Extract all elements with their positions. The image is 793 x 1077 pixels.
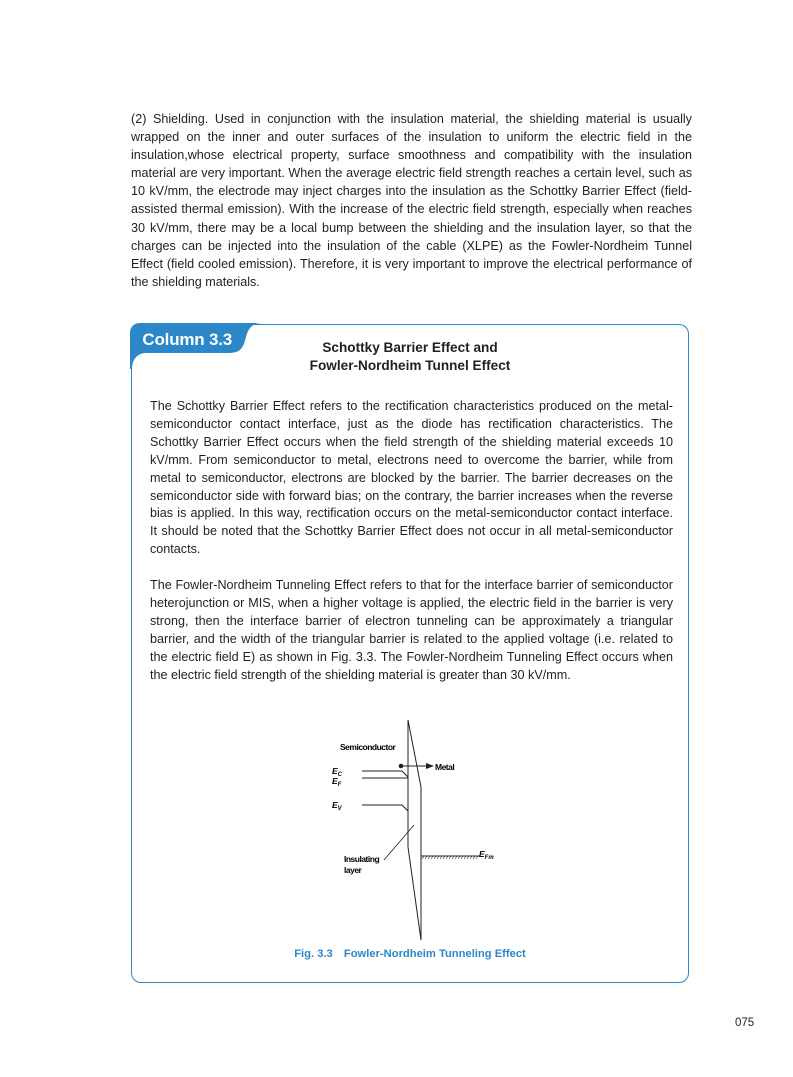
column-badge-label: Column 3.3 [142,330,233,350]
figure-caption-text: Fowler-Nordheim Tunneling Effect [343,948,526,960]
shielding-paragraph [131,110,692,291]
figure-caption-number: Fig. 3.3 [294,948,333,960]
label-ef: $E_F$ [332,776,342,788]
band-diagram [322,715,522,940]
band-diagram-figure [322,715,522,940]
schottky-paragraph: The Schottky Barrier Effect refers to the rectification characteristics produced on the metal-semiconductor contact interface, just as the diode has rectification characteristics. The Schottky Barrier Effect occurs when the field strength of the shielding material exceeds 10 kV/mm. From semiconductor to metal, electrons need to overcome the barrier, while from metal to semiconductor, electrons are blocked by the barrier. The barrier decreases on the semiconductor side with forward bias; on the contrary, the barrier increases when the reverse bias is applied. In this way, rectification occurs on the metal-semiconductor contact interface. It should be noted that the Schottky Barrier Effect does not occur in all metal-semiconductor contacts. [150,399,673,557]
column-title-line1: Schottky Barrier Effect and [322,340,498,355]
figure-caption [132,948,688,960]
column-box [131,324,689,983]
label-ev: $E_V$ [332,800,342,812]
page-number: 075 [735,1017,755,1029]
shielding-lead: (2) Shielding. [131,112,209,126]
label-ec: $E_C$ [332,766,343,778]
label-metal: Metal [435,762,455,772]
label-efm: $E_{Fm}$ [479,849,494,861]
column-title-line2: Fowler-Nordheim Tunnel Effect [309,357,511,373]
fowler-nordheim-paragraph: The Fowler-Nordheim Tunneling Effect refers to that for the interface barrier of semiconductor heterojunction or MIS, when a higher voltage is applied, the electric field in the barrier is very strong, then the interface barrier of electron tunneling can be approximately a triangular barrier, and the width of the triangular barrier is related to the applied voltage (i.e. related to the electric field E) as shown in Fig. 3.3. The Fowler-Nordheim Tunneling Effect occurs when the electric field strength of the shielding material is greater than 30 kV/mm. [150,578,673,682]
column-title [132,339,688,374]
label-layer: layer [344,865,362,875]
shielding-text: Used in conjunction with the insulation material, the shielding material is usually wrapped on the inner and outer surfaces of the insulation to uniform the electric field in the insulation,whose electrical property, surface smoothness and compatibility with the insulation material are very important. When the average electric field strength reaches a certain level, such as 10 kV/mm, the electrode may inject charges into the insulation as the Schottky Barrier Effect (field-assisted thermal emission). With the increase of the electric field strength, especially when reaches 30 kV/mm, there may be a local bump between the shielding and the insulation layer, so that the charges can be injected into the insulation of the cable (XLPE) as the Fowler-Nordheim Tunnel Effect (field cooled emission). Therefore, it is very important to improve the electrical performance of the shielding materials. [131,112,692,289]
label-insulating: Insulating [344,854,380,864]
label-semiconductor: Semiconductor [340,742,396,752]
